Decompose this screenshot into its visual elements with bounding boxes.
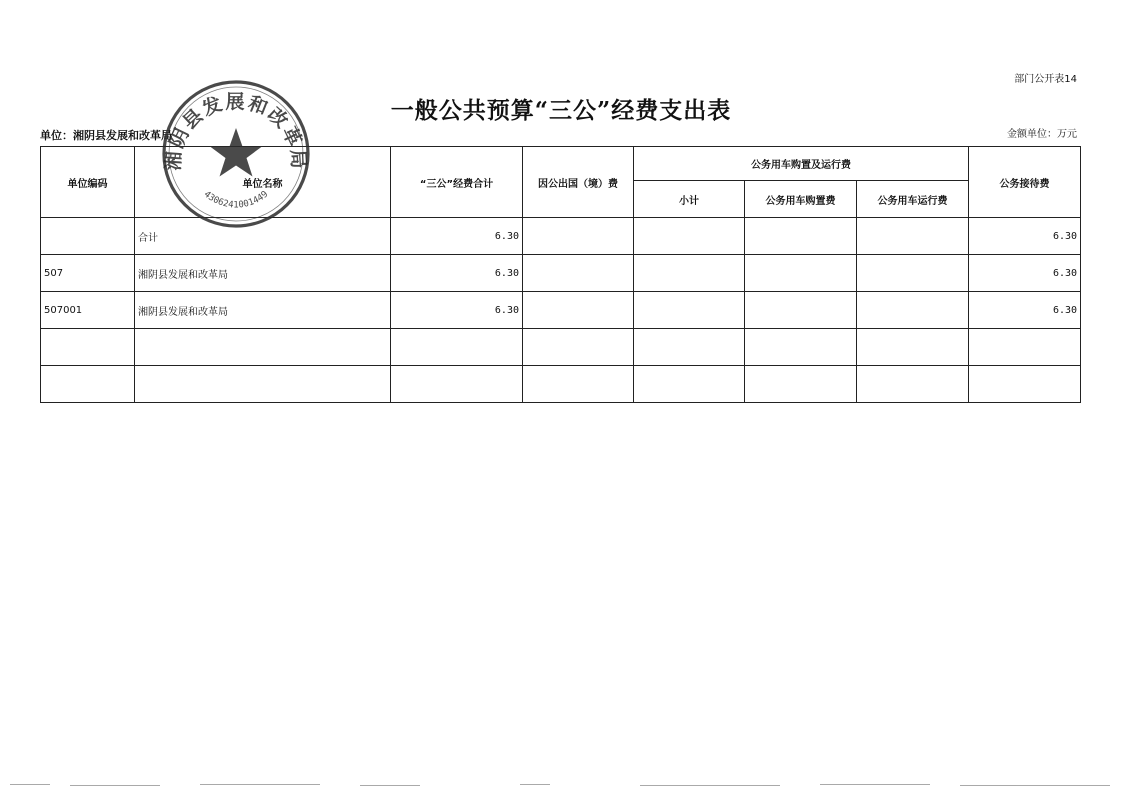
header-vehicle-operation: 公务用车运行费 [857, 181, 969, 218]
cell-abroad [523, 255, 634, 292]
cell-name [135, 329, 391, 366]
expenditure-table [40, 146, 1081, 403]
header-vehicle-purchase: 公务用车购置费 [745, 181, 857, 218]
cell-operation [857, 218, 969, 255]
header-vehicle-group: 公务用车购置及运行费 [634, 147, 969, 181]
seal-number: 4306241001449 [201, 189, 271, 211]
cell-code: 507 [41, 255, 135, 292]
cell-abroad [523, 329, 634, 366]
header-unit-name: 单位名称 [135, 147, 391, 218]
header-unit-code: 单位编码 [41, 147, 135, 218]
cell-code [41, 329, 135, 366]
cell-total [391, 329, 523, 366]
cell-operation [857, 366, 969, 403]
header-abroad: 因公出国（境）费 [523, 147, 634, 218]
cell-total: 6.30 [391, 218, 523, 255]
cell-subtotal [634, 329, 745, 366]
cell-name: 湘阴县发展和改革局 [135, 292, 391, 329]
cell-reception: 6.30 [969, 255, 1081, 292]
cell-total: 6.30 [391, 255, 523, 292]
cell-code [41, 366, 135, 403]
cell-operation [857, 329, 969, 366]
table-row [41, 255, 1081, 292]
cell-subtotal [634, 255, 745, 292]
cell-reception [969, 329, 1081, 366]
form-number: 部门公开表14 [1014, 74, 1077, 85]
cell-reception: 6.30 [969, 218, 1081, 255]
table-row [41, 329, 1081, 366]
cell-abroad [523, 218, 634, 255]
cell-reception [969, 366, 1081, 403]
header-total: “三公”经费合计 [391, 147, 523, 218]
cell-name: 合计 [135, 218, 391, 255]
cell-code [41, 218, 135, 255]
cell-operation [857, 255, 969, 292]
table-row [41, 218, 1081, 255]
reporting-unit-label: 单位：湘阴县发展和改革局 [40, 129, 172, 142]
table-row [41, 292, 1081, 329]
cell-purchase [745, 255, 857, 292]
cell-total [391, 366, 523, 403]
cell-total: 6.30 [391, 292, 523, 329]
table-row [41, 366, 1081, 403]
cell-purchase [745, 218, 857, 255]
cell-operation [857, 292, 969, 329]
cell-purchase [745, 292, 857, 329]
cell-subtotal [634, 218, 745, 255]
cell-reception: 6.30 [969, 292, 1081, 329]
cell-purchase [745, 366, 857, 403]
seal-text: 湘阴县发展和改革局 [162, 91, 310, 172]
amount-unit-label: 金额单位：万元 [1007, 129, 1077, 140]
cell-abroad [523, 292, 634, 329]
cell-abroad [523, 366, 634, 403]
scan-noise [0, 780, 1122, 790]
cell-name [135, 366, 391, 403]
cell-code: 507001 [41, 292, 135, 329]
header-reception: 公务接待费 [969, 147, 1081, 218]
cell-subtotal [634, 366, 745, 403]
header-subtotal: 小计 [634, 181, 745, 218]
page-title: 一般公共预算“三公”经费支出表 [390, 97, 732, 124]
cell-name: 湘阴县发展和改革局 [135, 255, 391, 292]
cell-subtotal [634, 292, 745, 329]
cell-purchase [745, 329, 857, 366]
